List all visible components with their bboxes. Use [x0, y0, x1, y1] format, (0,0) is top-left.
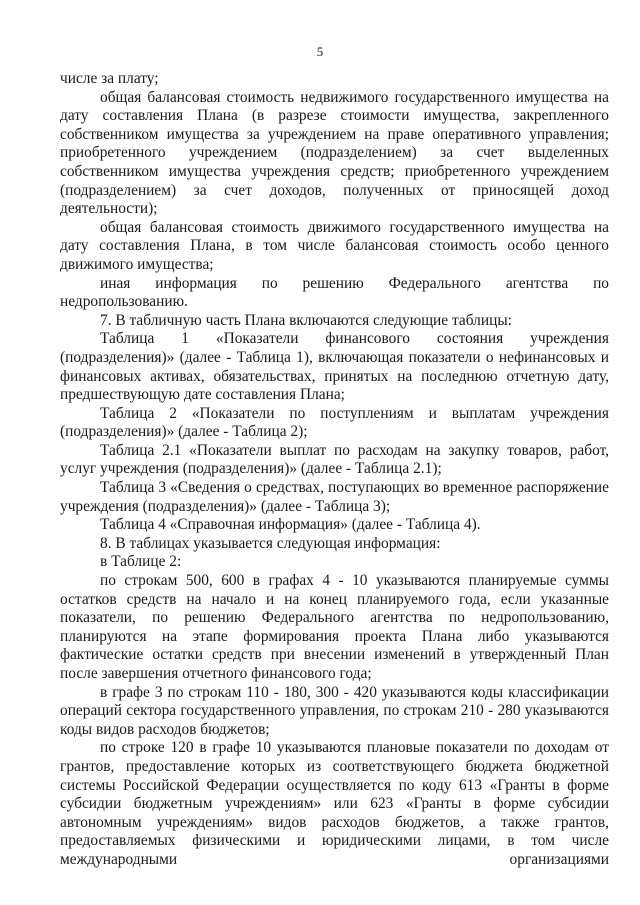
- paragraph-in-table-2: в Таблице 2:: [100, 553, 182, 571]
- paragraph-column-3-codes: в графе 3 по строкам 110 - 180, 300 - 420 указываются коды классификации операций сектора государственного управления, по строкам 210 - 280 указываются коды видов расходов бюджетов;: [60, 683, 609, 738]
- paragraph-rows-500-600: по строкам 500, 600 в графах 4 - 10 указываются планируемые суммы остатков средств на начало и на конец планируемого года, если указанные показатели, по решению Федерального агентства по недропользованию, планируются на этапе формирования проекта Плана либо указываются фактические остатки средств при внесении изменений в утвержденный План после завершения отчетного финансового года;: [60, 572, 609, 682]
- paragraph-section-7: 7. В табличную часть Плана включаются следующие таблицы:: [100, 311, 512, 329]
- paragraph-movable-property-value: общая балансовая стоимость движимого государственного имущества на дату составления Плана, в том числе балансовая стоимость особо ценного движимого имущества;: [60, 218, 609, 273]
- paragraph-real-estate-value: общая балансовая стоимость недвижимого государственного имущества на дату составления Плана (в разрезе стоимости имущества, закрепленного собственником имущества за учреждением на праве оперативного управления; приобретенного учреждением (подразделением) за счет выделенных собственником имущества учреждения средств; приобретенного учреждением (подразделением) за счет доходов, полученных от приносящей доход деятельности);: [60, 88, 609, 218]
- paragraph-table-2-1: Таблица 2.1 «Показатели выплат по расходам на закупку товаров, работ, услуг учреждения (подразделения)» (далее - Таблица 2.1);: [60, 441, 609, 478]
- page-number: 5: [316, 44, 324, 59]
- paragraph-table-3: Таблица 3 «Сведения о средствах, поступающих во временное распоряжение учреждения (подразделения)» (далее - Таблица 3);: [60, 479, 609, 515]
- paragraph-table-1: Таблица 1 «Показатели финансового состояния учреждения (подразделения)» (далее - Таблица 1), включающая показатели о нефинансовых и финансовых активах, обязательствах, принятых на последнюю отчетную дату, предшествующую дате составления Плана;: [60, 330, 609, 404]
- paragraph-table-2: Таблица 2 «Показатели по поступлениям и выплатам учреждения (подразделения)» (далее - Таблица 2);: [60, 404, 609, 441]
- paragraph-section-8: 8. В таблицах указывается следующая информация:: [100, 534, 441, 552]
- paragraph-row-120-grants: по строке 120 в графе 10 указываются плановые показатели по доходам от грантов, предоставление которых из соответствующего бюджета бюджетной системы Российской Федерации осуществляется по коду 613 «Гранты в форме субсидии бюджетным учреждениям» или 623 «Гранты в форме субсидии автономным учреждениям» видов расходов бюджетов, а также грантов, предоставляемых физическими и юридическими лицами, в том числе международными организациями: [60, 739, 609, 868]
- document-body: [60, 70, 609, 870]
- paragraph-continuation: числе за плату;: [60, 70, 159, 87]
- paragraph-table-4: Таблица 4 «Справочная информация» (далее - Таблица 4).: [100, 516, 481, 534]
- paragraph-other-information: иная информация по решению Федерального агентства по недропользованию.: [60, 274, 609, 311]
